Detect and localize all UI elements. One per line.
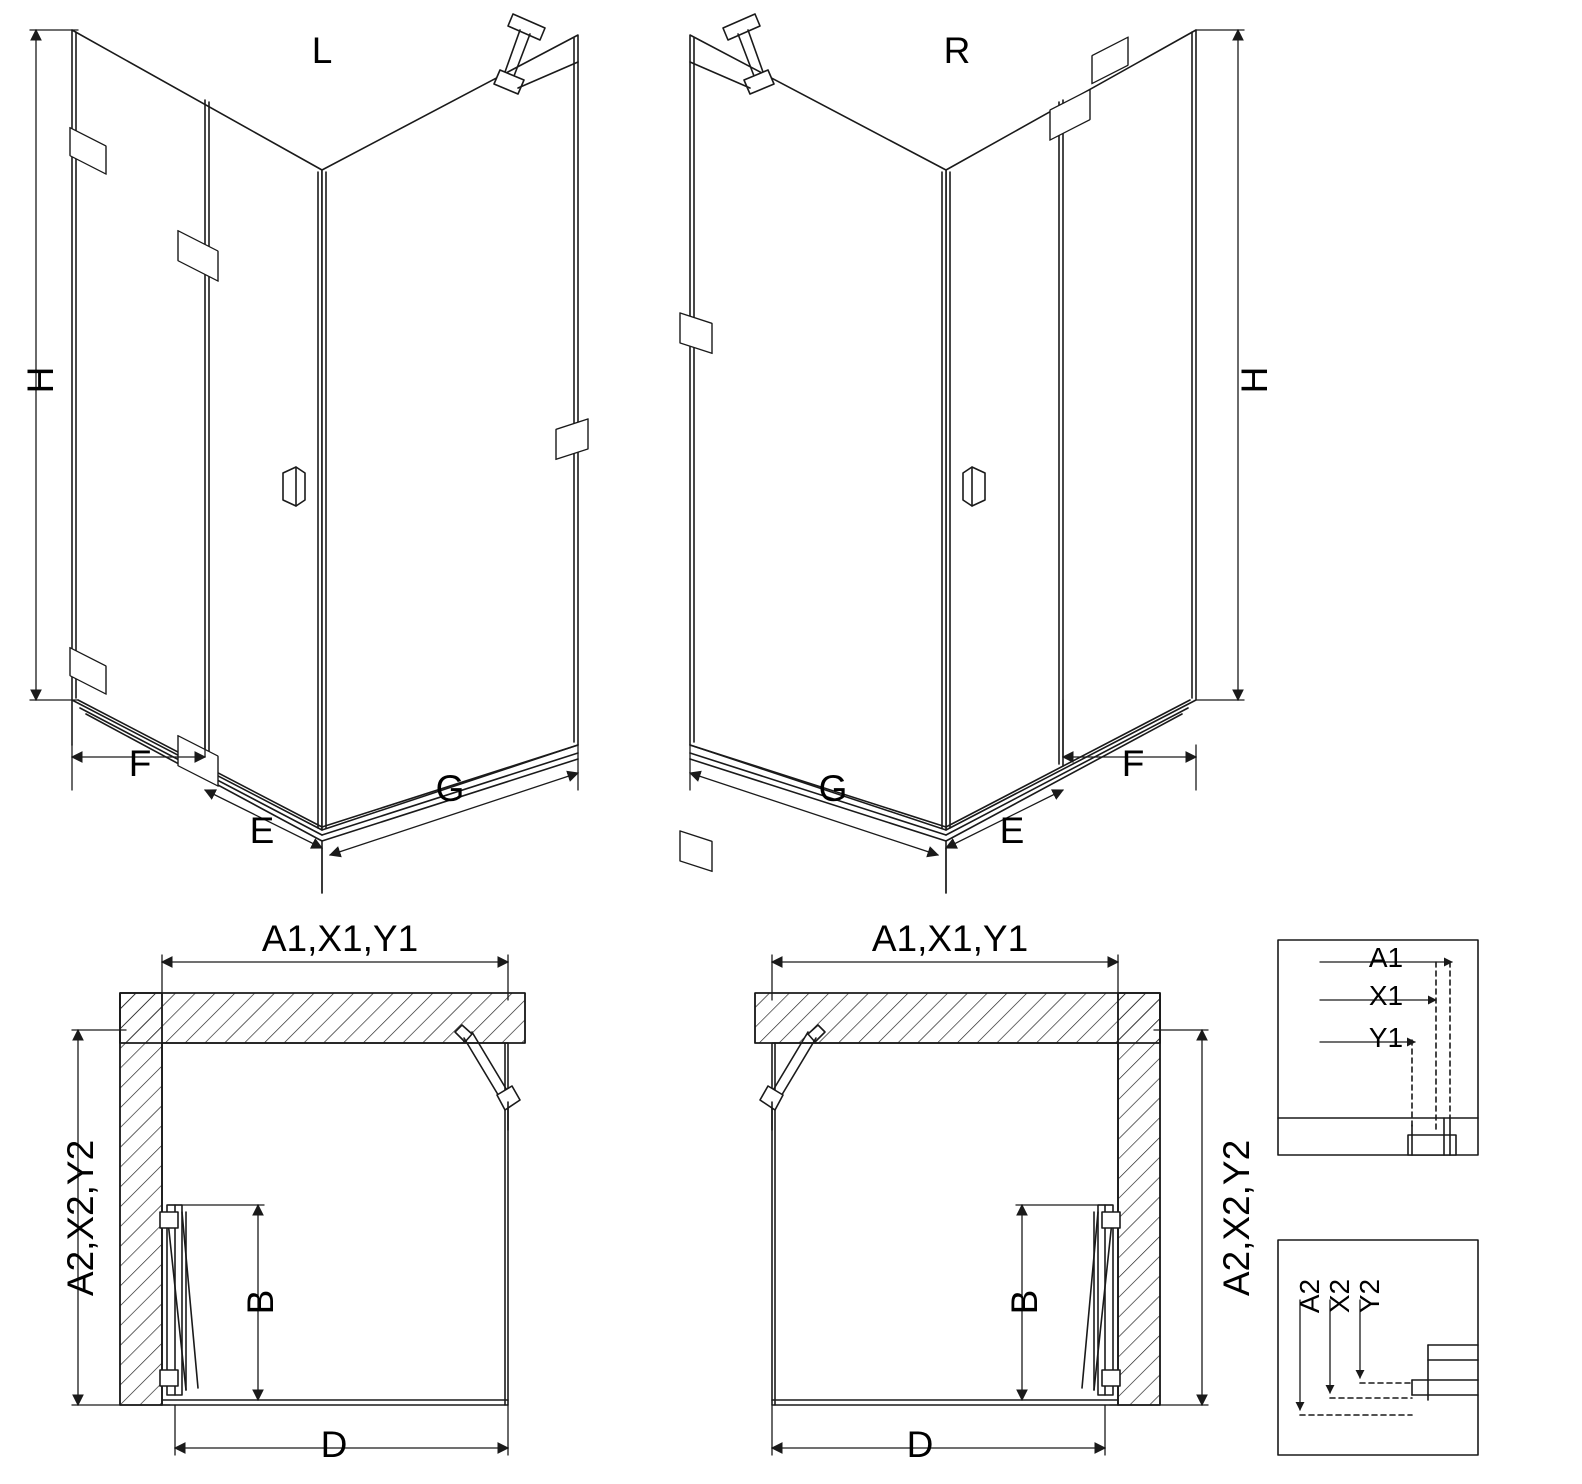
detail-x2-label: X2 (1324, 1278, 1355, 1314)
iso-left-title: L (311, 30, 333, 71)
detail-y1-label: Y1 (1368, 1022, 1404, 1053)
iso-left-dim-g-label: G (435, 768, 465, 809)
detail-y2-label: Y2 (1354, 1278, 1385, 1314)
detail-a1-label: A1 (1368, 942, 1404, 973)
plan-right-b-dim-label: B (1004, 1289, 1045, 1315)
plan-right (755, 993, 1160, 1405)
plan-right-side-dim-label: A2,X2,Y2 (1216, 1139, 1257, 1297)
detail-bottom-box (1278, 1240, 1478, 1455)
iso-right-dim-e-label: E (999, 810, 1025, 851)
iso-right-handle (963, 467, 985, 506)
plan-right-d-dim-label: D (906, 1424, 934, 1465)
iso-right-enclosure (690, 30, 1196, 893)
detail-x1-label: X1 (1368, 980, 1404, 1011)
iso-right-dim-g-label: G (818, 768, 848, 809)
iso-right-dim-f-label: F (1121, 743, 1145, 784)
iso-left-dim-e-label: E (249, 810, 275, 851)
iso-left-handle (283, 467, 305, 506)
iso-right-dim-height (1196, 30, 1244, 700)
plan-left-b-dim-label: B (240, 1289, 281, 1315)
iso-right-dim-h-label: H (1234, 366, 1275, 394)
detail-a2-label: A2 (1294, 1278, 1325, 1314)
plan-left-top-dim-label: A1,X1,Y1 (261, 918, 419, 959)
iso-right-title: R (943, 30, 971, 71)
plan-left-side-dim-label: A2,X2,Y2 (60, 1139, 101, 1297)
iso-left-dim-h-label: H (20, 366, 61, 394)
plan-left (120, 993, 525, 1405)
iso-left-dim-f-label: F (128, 743, 152, 784)
plan-left-d-dim-label: D (320, 1424, 348, 1465)
plan-right-top-dim-label: A1,X1,Y1 (871, 918, 1029, 959)
